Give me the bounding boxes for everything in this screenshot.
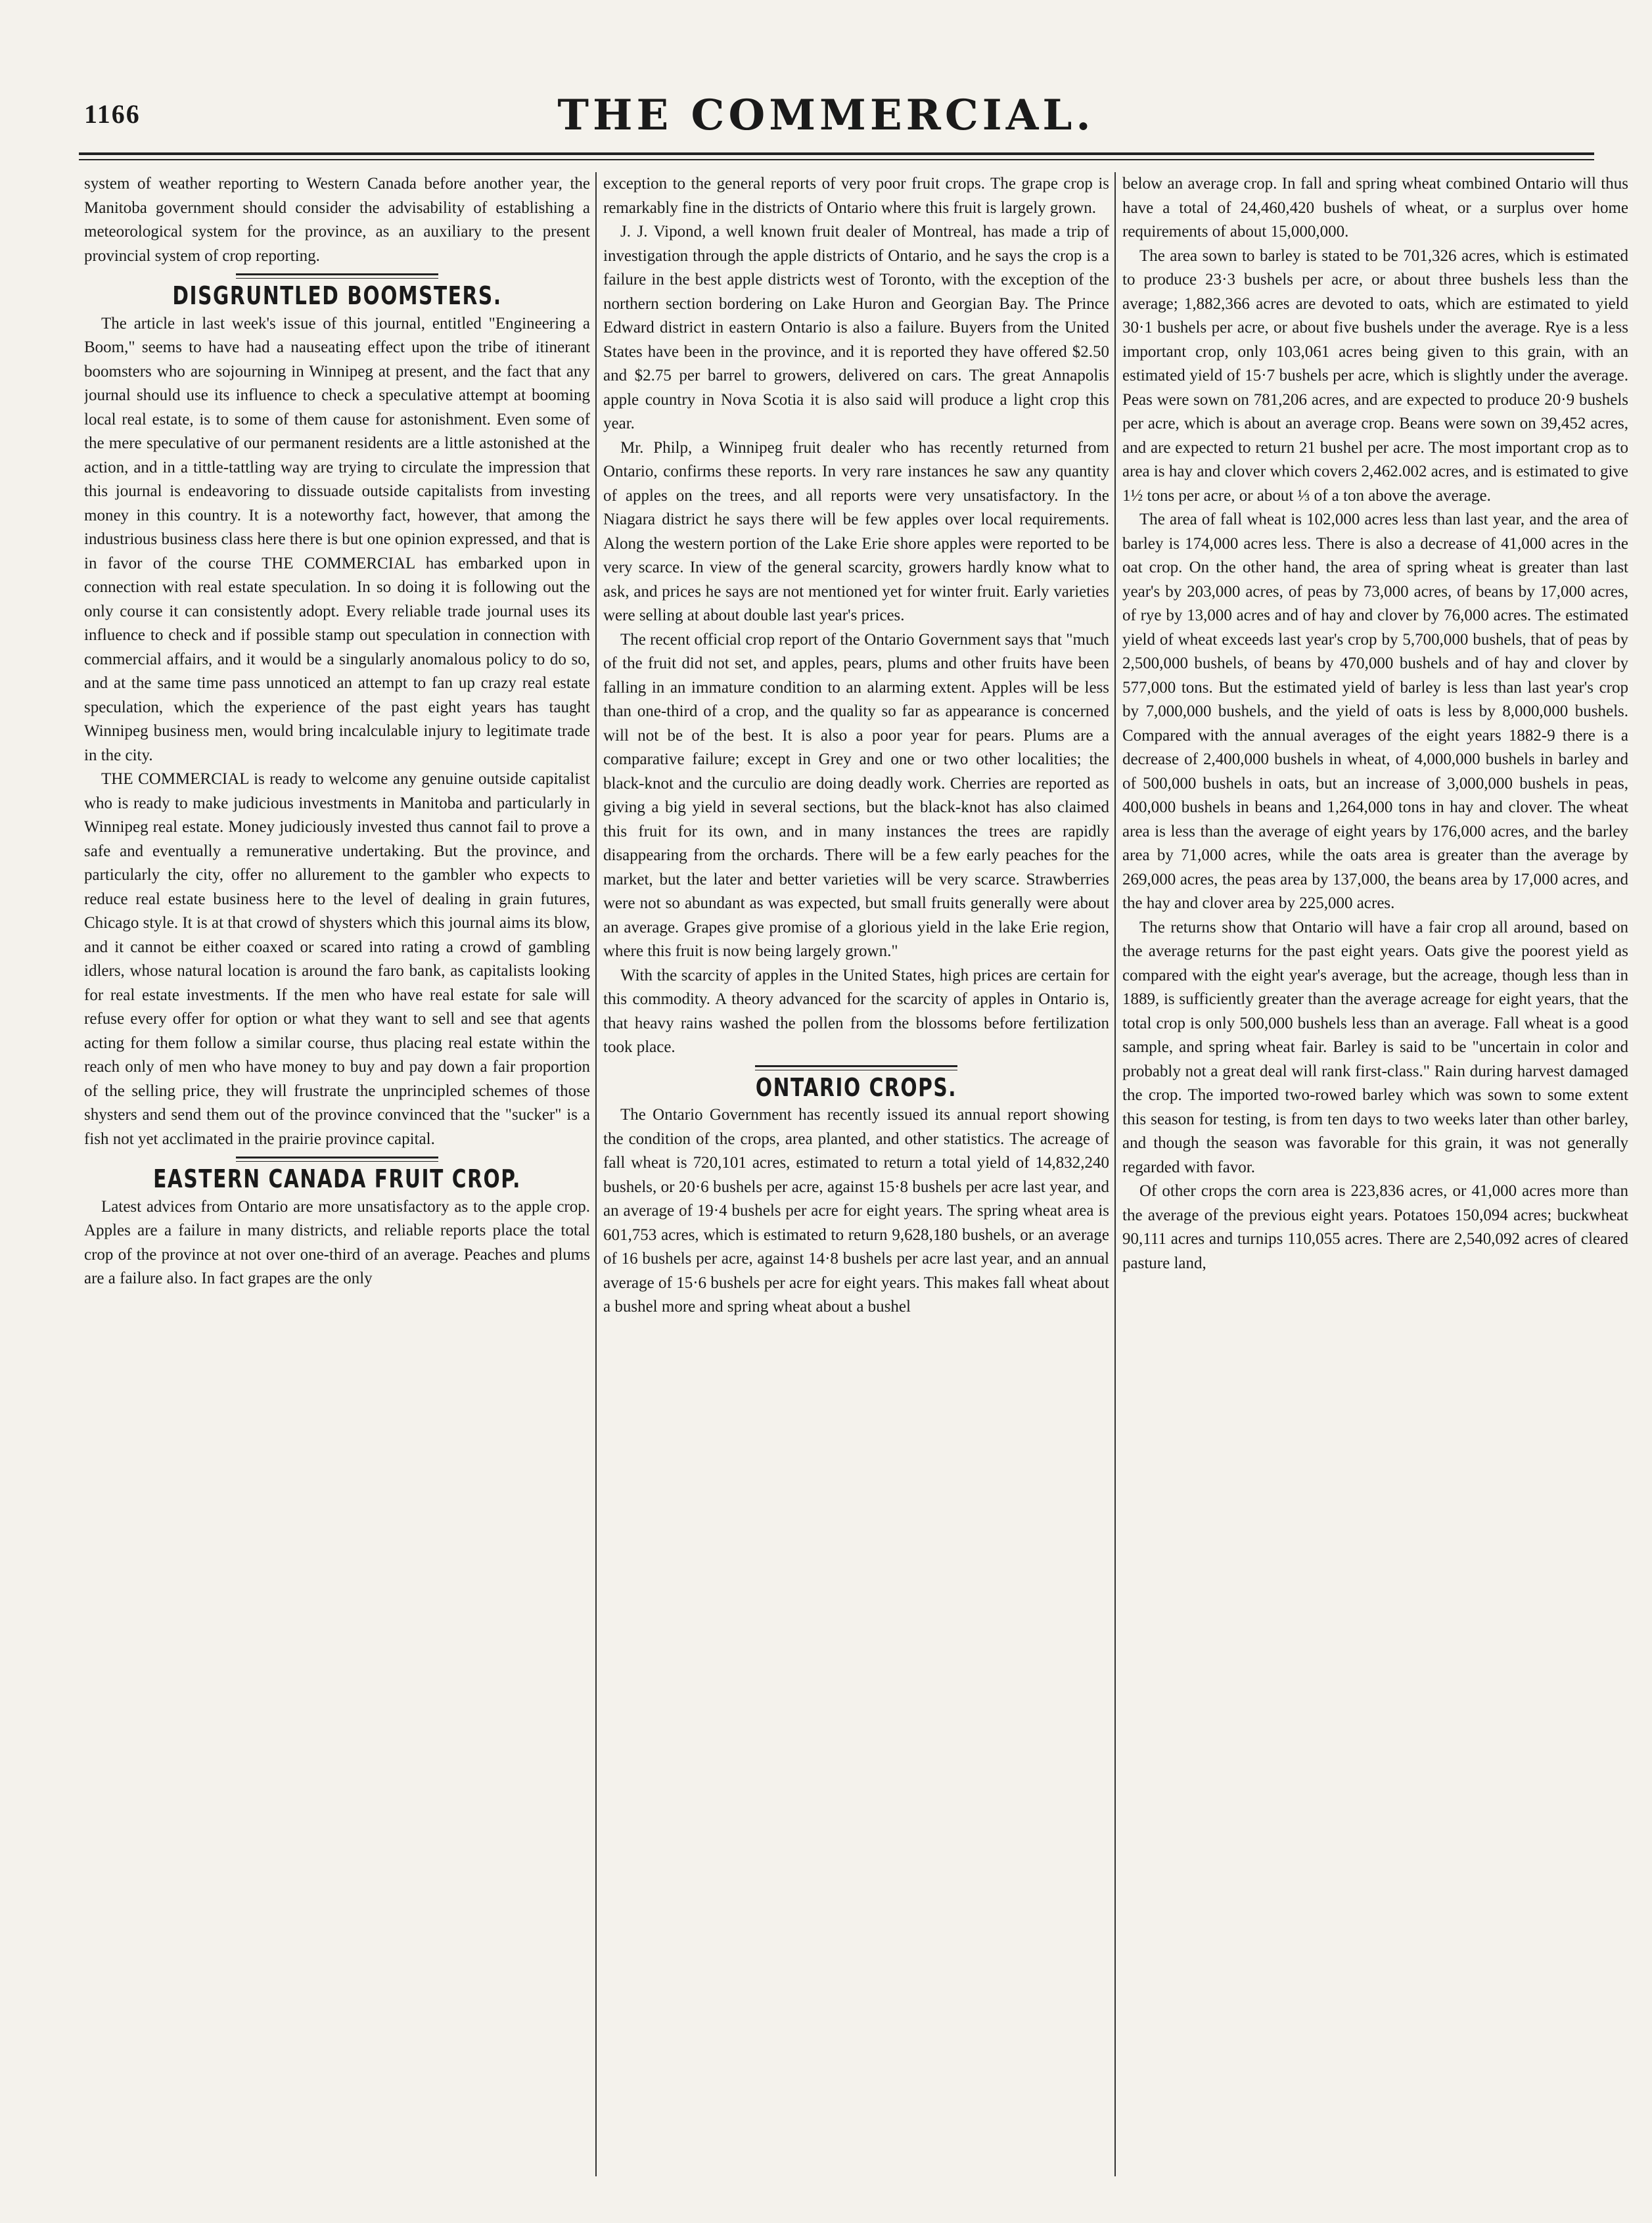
- section-heading: [84, 1157, 590, 1191]
- column-3: [1122, 172, 1628, 2176]
- paragraph: The Ontario Government has recently issued its annual report showing the condition of the crops, area planted, and other statistics. The acreage of fall wheat is 720,101 acres, estimated to return a total yield of 14,832,240 bushels, or 20·6 bushels per acre, against 15·8 bushels per acre last year, and an average of 19·4 bushels per acre for eight years. The spring wheat area is 601,753 acres, which is estimated to return 9,628,180 bushels, or an average of 16 bushels per acre, against 14·8 bushels per acre last year, and an annual average of 15·6 bushels per acre for eight years. This makes fall wheat about a bushel more and spring wheat about a bushel: [603, 1106, 1109, 1316]
- paragraph: THE COMMERCIAL is ready to welcome any genuine outside capitalist who is ready to make judicious investments in Manitoba and particularly in Winnipeg real estate. Money judiciously invested thus cannot fail to prove a safe and eventually a remunerative undertaking. But the province, and particularly the city, offer no allurement to the gambler who expects to reduce real estate business here to the level of dealing in grain futures, Chicago style. It is at that crowd of shysters which this journal aims its blow, and it cannot be either coaxed or scared into rating a crowd of gambling idlers, whose natural location is around the faro bank, as capitalists looking for real estate investments. If the men who have real estate for sale will refuse every offer for option or what they want to sell and see that agents acting for them follow a similar course, thus placing real estate within the reach only of men who have money to buy and pay down a fair proportion of the selling price, they will frustrate the unprincipled schemes of those shysters and send them out of the province convinced that the "sucker" is a fish not yet acclimated in the prairie province capital.: [84, 770, 590, 1148]
- masthead: THE COMMERCIAL.: [557, 91, 1095, 140]
- paragraph: The area sown to barley is stated to be 701,326 acres, which is estimated to produce 23·3 bushels per acre, or about three bushels less than the average; 1,882,366 acres are devoted to oats, which are estimated to yield 30·1 bushels per acre, or about five bushels under the average. Rye is a less important crop, only 103,061 acres being given to this grain, with an estimated yield of 15·7 bushels per acre, which is slightly under the average. Peas were sown on 781,206 acres, and are expected to produce 20·9 bushels per acre, which is about an average crop. Beans were sown on 39,452 acres, and are expected to return 21 bushel per acre. The most important crop as to area is hay and clover which covers 2,462.002 acres, and is estimated to give 1½ tons per acre, or about ⅓ of a ton above the average.: [1122, 246, 1628, 505]
- paragraph: system of weather reporting to Western Canada before another year, the Manitoba government should consider the advisability of establishing a meteorological system for the province, as an auxiliary to the present provincial system of crop reporting.: [84, 175, 590, 265]
- paragraph: Mr. Philp, a Winnipeg fruit dealer who has recently returned from Ontario, confirms these reports. In very rare instances he saw any quantity of apples on the trees, and all reports were very unsatisfactory. In the Niagara district he says there will be few apples over local requirements. Along the western portion of the Lake Erie shore apples were reported to be very scarce. In view of the general scarcity, growers hardly know what to ask, and prices he says are not mentioned yet for winter fruit. Early varieties were selling at about double last year's prices.: [603, 438, 1109, 624]
- column-1: [84, 172, 590, 2176]
- paragraph: J. J. Vipond, a well known fruit dealer of Montreal, has made a trip of investigation through the apple districts of Ontario, and he says the crop is a failure in the best apple districts west of Toronto, with the exception of the northern section bordering on Lake Huron and Georgian Bay. The Prince Edward district in eastern Ontario is also a failure. Buyers from the United States have been in the province, and it is reported they have offered $2.50 and $2.75 per barrel to growers, delivered on cars. The great Annapolis apple country in Nova Scotia it is also said will produce a light crop this year.: [603, 223, 1109, 432]
- paragraph: The returns show that Ontario will have a fair crop all around, based on the average returns for the past eight years. Oats give the poorest yield as compared with the eight year's average, but the acreage, though less than in 1889, is sufficiently greater than the average acreage for eight years, that the total crop is only 500,000 bushels less than an average. Fall wheat is a good sample, and spring wheat fair. Barley is said to be "uncertain in color and probably not a great deal will rank first-class." Rain during harvest damaged the crop. The imported two-rowed barley which was sown to some extent this season for testing, is from ten days to two weeks later than other barley, and though the season was favorable for this grain, it was not generally regarded with favor.: [1122, 918, 1628, 1176]
- header-rule-thin: [79, 159, 1594, 160]
- column-divider: [595, 172, 597, 2176]
- paragraph: Of other crops the corn area is 223,836 acres, or 41,000 acres more than the average of the previous eight years. Potatoes 150,094 acres; buckwheat 90,111 acres and turnips 110,055 acres. There are 2,540,092 acres of cleared pasture land,: [1122, 1182, 1628, 1272]
- heading-disgruntled-boomsters: DISGRUNTLED BOOMSTERS.: [172, 281, 502, 310]
- section-heading: [84, 273, 590, 308]
- header-rule: [79, 152, 1594, 155]
- paragraph: The recent official crop report of the Ontario Government says that "much of the fruit did not set, and apples, pears, plums and other fruits have been falling in an immature condition to an alarming extent. Apples will be less than one-third of a crop, and the quality so far as appearance is concerned will not be of the best. It is also a poor year for pears. Plums are a comparative failure; except in Grey and one or two other localities; the black-knot and the curculio are doing deadly work. Cherries are reported as giving a big yield in several sections, but the black-knot has also claimed this fruit for its own, and in many instances the trees are rapidly disappearing from the orchards. There will be a few early peaches for the market, but the later and better varieties will be very scarce. Strawberries were not so abundant as was expected, but small fruits generally were about an average. Grapes give promise of a glorious yield in the lake Erie region, where this fruit is now being largely grown.": [603, 630, 1109, 960]
- section-heading: [603, 1065, 1109, 1100]
- heading-ontario-crops: ONTARIO CROPS.: [755, 1072, 957, 1102]
- paragraph: Latest advices from Ontario are more unsatisfactory as to the apple crop. Apples are a failure in many districts, and reliable reports place the total crop of the province at not over one-third of an average. Peaches and plums are a failure also. In fact grapes are the only: [84, 1197, 590, 1287]
- paragraph: exception to the general reports of very poor fruit crops. The grape crop is remarkably fine in the districts of Ontario where this fruit is largely grown.: [603, 175, 1109, 217]
- paragraph: below an average crop. In fall and spring wheat combined Ontario will thus have a total of 24,460,420 bushels of wheat, or a surplus over home requirements of about 15,000,000.: [1122, 175, 1628, 241]
- page-number: 1166: [84, 99, 141, 129]
- heading-eastern-canada-fruit-crop: EASTERN CANADA FRUIT CROP.: [153, 1164, 521, 1193]
- paragraph: The area of fall wheat is 102,000 acres less than last year, and the area of barley is 174,000 acres less. There is also a decrease of 41,000 acres in the oat crop. On the other hand, the area of spring wheat is greater than last year's by 203,000 acres, of peas by 73,000 acres, of beans by 17,000 acres, of rye by 13,000 acres and of hay and clover by 76,000 acres. The estimated yield of wheat exceeds last year's crop by 5,700,000 bushels, that of peas by 2,500,000 bushels, of beans by 470,000 bushels and of hay and clover by 577,000 tons. But the estimated yield of barley is less than last year's crop by 7,000,000 bushels, and the yield of oats is less by 8,000,000 bushels. Compared with the annual averages of the eight years 1882-9 there is a decrease of 2,400,000 bushels in wheat, of 4,000,000 bushels in barley and of 500,000 bushels in oats, but an increase of 3,000,000 bushels in peas, 400,000 bushels in beans and 1,264,000 tons in hay and clover. The wheat area is less than the average of eight years by 176,000 acres, and the barley area by 71,000 acres, while the oats area is greater than the average by 269,000 acres, the peas area by 137,000, the beans area by 17,000 acres, and the hay and clover area by 225,000 acres.: [1122, 511, 1628, 912]
- paragraph: With the scarcity of apples in the United States, high prices are certain for this commodity. A theory advanced for the scarcity of apples in Ontario is, that heavy rains washed the pollen from the blossoms before fertilization took place.: [603, 966, 1109, 1056]
- column-2: [603, 172, 1109, 2176]
- paragraph: The article in last week's issue of this journal, entitled "Engineering a Boom," seems to have had a nauseating effect upon the tribe of itinerant boomsters who are sojourning in Winnipeg at present, and the fact that any journal should use its influence to check a speculative attempt at booming local real estate, is to some of them cause for astonishment. Even some of the mere speculative of our permanent residents are a little astonished at the action, and in a tittle-tattling way are trying to circulate the impression that this journal is endeavoring to dissuade outside capitalists from investing money in this country. It is a noteworthy fact, however, that among the industrious business class here there is but one opinion expressed, and that is in favor of the course THE COMMERCIAL has embarked upon in connection with real estate speculation. In so doing it is following out the only course it can consistently adopt. Every reliable trade journal uses its influence to check and if possible stamp out speculation in connection with commercial affairs, and it would be a singularly anomalous policy to do so, and at the same time pass unnoticed an attempt to fan up crazy real estate speculation, which the experience of the past eight years has taught Winnipeg business men, would bring incalculable injury to legitimate trade in the city.: [84, 314, 590, 764]
- column-divider: [1114, 172, 1116, 2176]
